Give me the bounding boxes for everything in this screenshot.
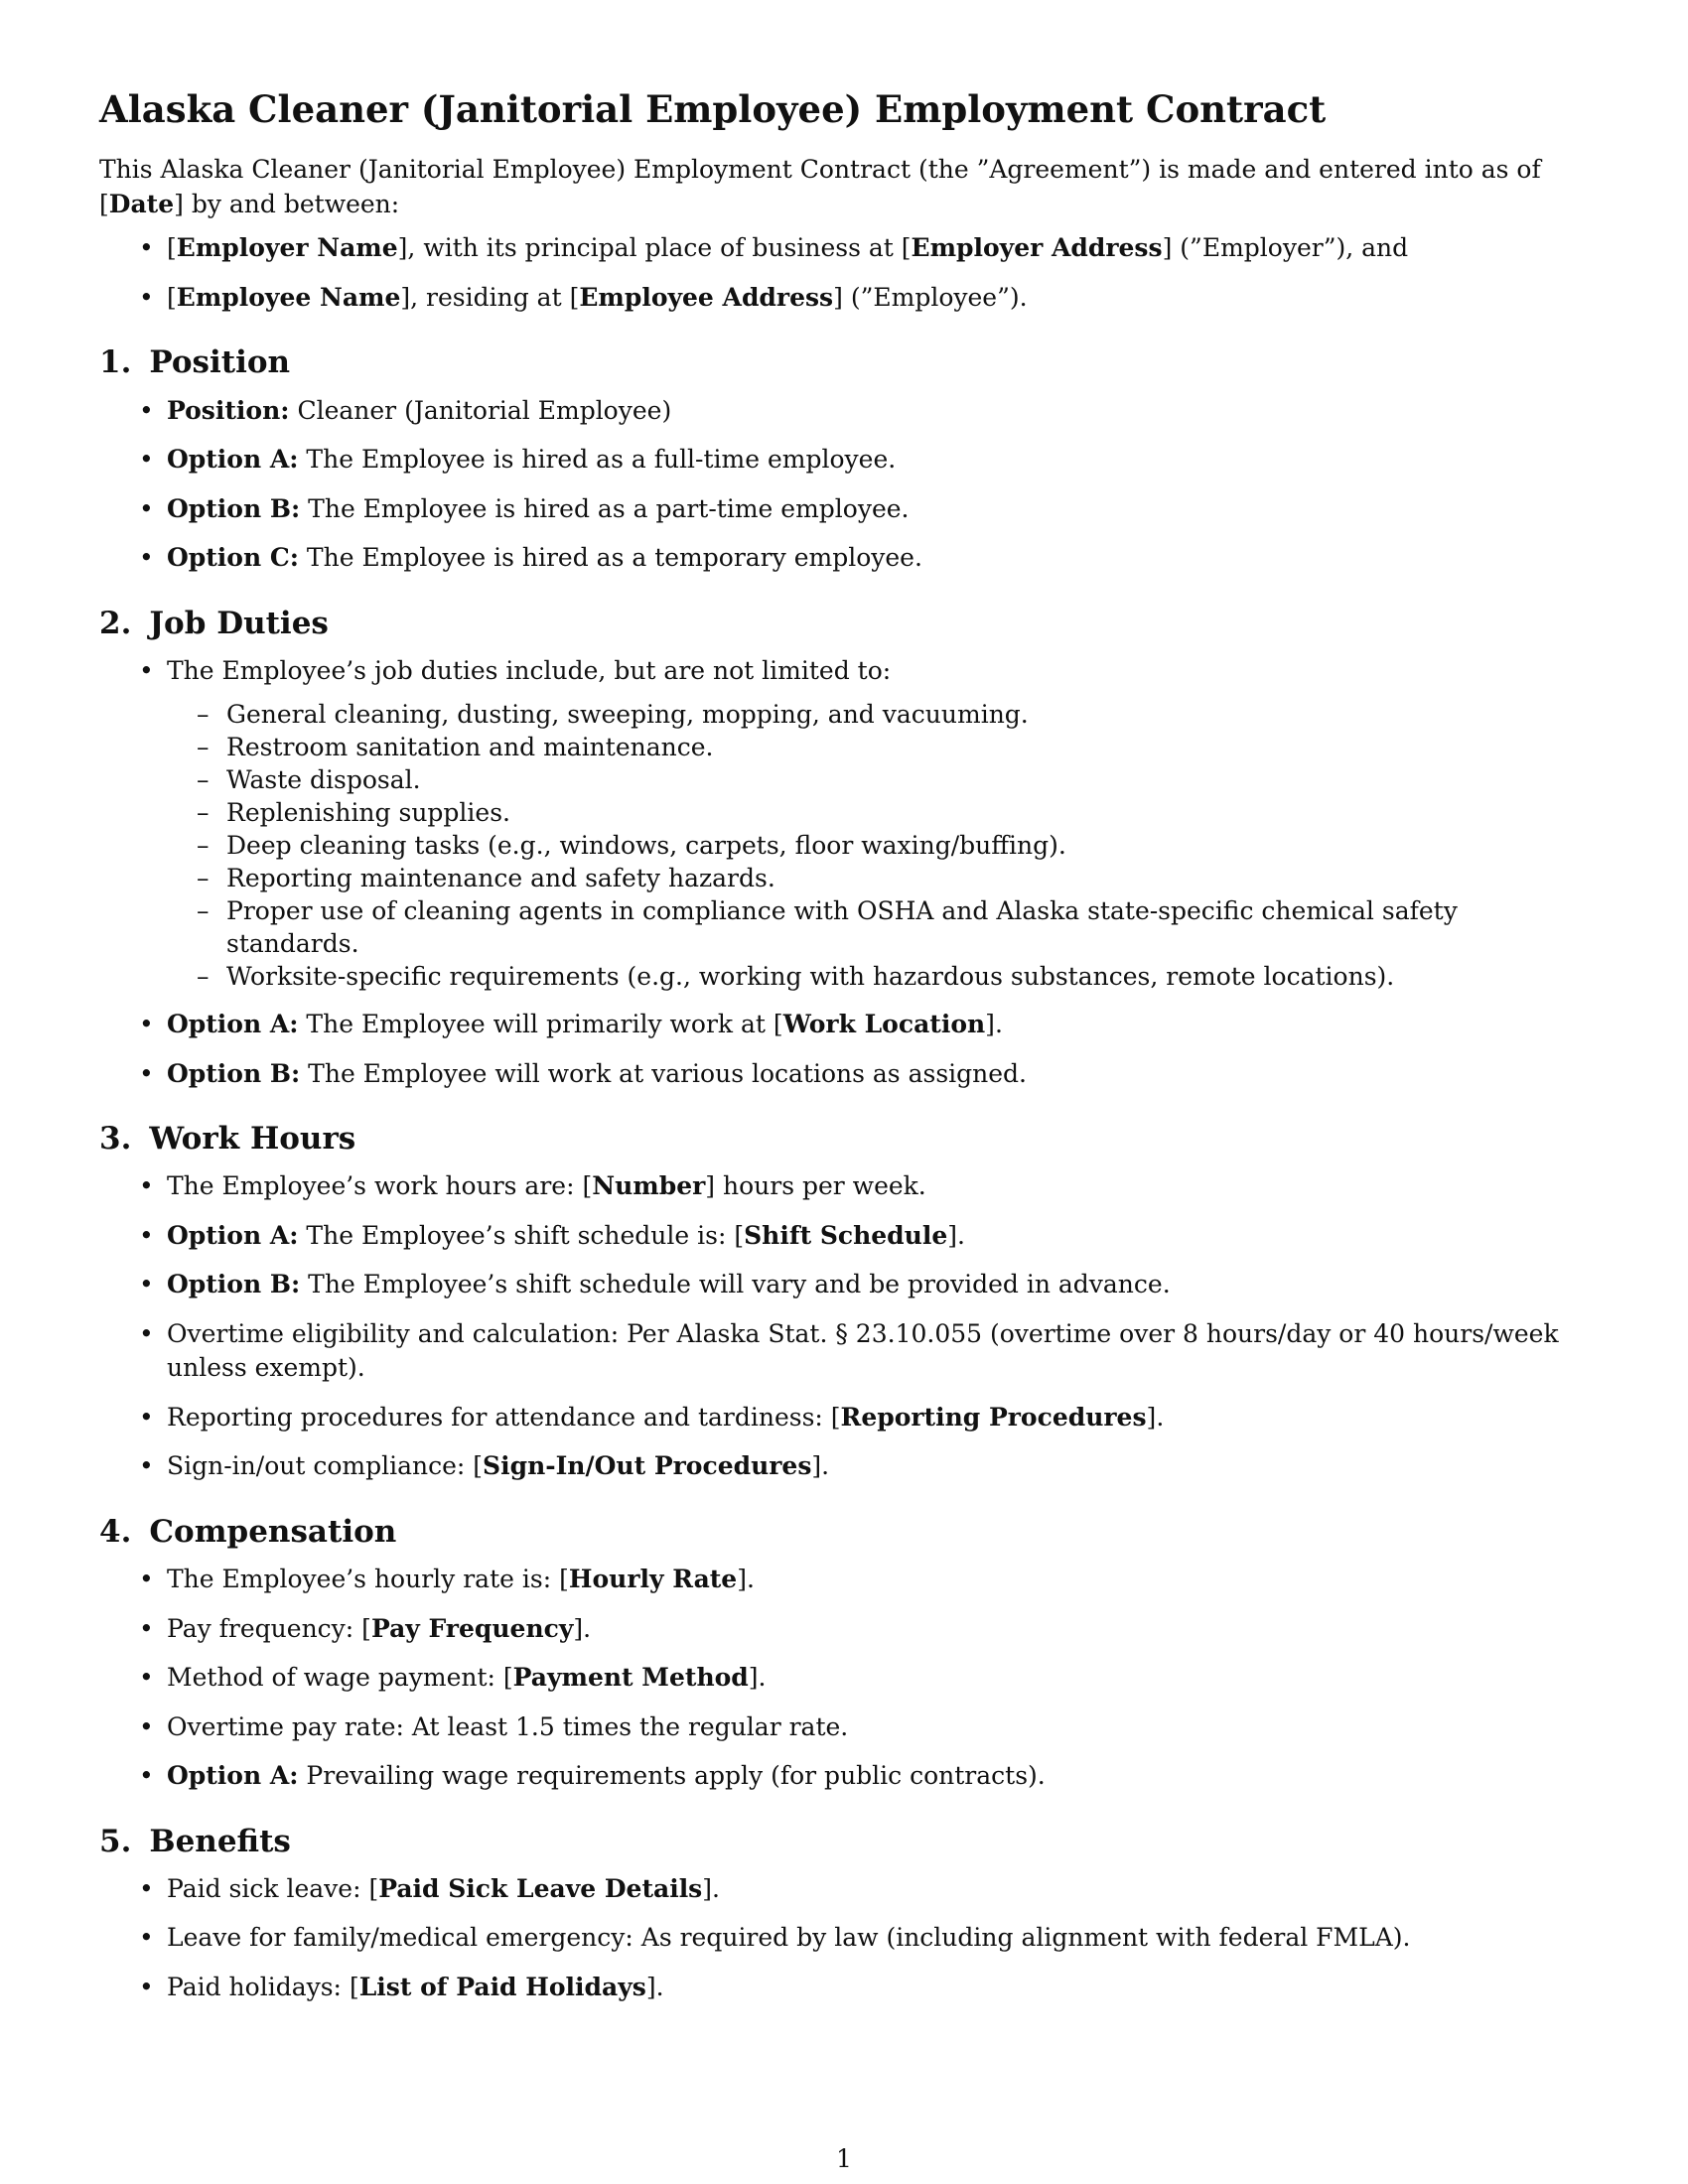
- list-item: • Method of wage payment: [Payment Method].: [99, 1661, 1589, 1696]
- list-item: • Paid sick leave: [Paid Sick Leave Details].: [99, 1872, 1589, 1907]
- item-text: hours per week.: [715, 1171, 926, 1201]
- party-text: (”Employee”).: [842, 282, 1028, 312]
- section-number: 4.: [99, 1513, 132, 1550]
- item-text: The Employee’s work hours are:: [167, 1171, 583, 1201]
- document-title: Alaska Cleaner (Janitorial Employee) Employment Contract: [99, 87, 1327, 131]
- duty-item: – Waste disposal.: [167, 763, 1589, 796]
- employee-name-placeholder: Employee Name: [176, 282, 401, 312]
- item-text: .: [994, 1010, 1003, 1039]
- list-item: • Option A: The Employee will primarily work at [Work Location].: [99, 1008, 1589, 1042]
- duty-item: – Proper use of cleaning agents in compliance with OSHA and Alaska state-specific chemical safety standards.: [167, 894, 1589, 960]
- party-text: , residing at: [410, 282, 570, 312]
- party-text: (”Employer”), and: [1172, 233, 1409, 263]
- item-text: Paid sick leave:: [167, 1873, 369, 1903]
- item-text: The Employee is hired as a full-time employee.: [298, 445, 897, 475]
- hours-placeholder: Number: [592, 1171, 706, 1201]
- hourly-rate-placeholder: Hourly Rate: [568, 1565, 738, 1594]
- item-text: .: [1156, 1402, 1165, 1432]
- list-item: [99, 541, 1589, 576]
- sign-in-out-placeholder: Sign-In/Out Procedures: [483, 1451, 812, 1481]
- duty-item: – Restroom sanitation and maintenance.: [167, 731, 1589, 763]
- section-title: Job Duties: [149, 605, 329, 641]
- item-text: Pay frequency:: [167, 1613, 362, 1643]
- intro-tail: by and between:: [183, 189, 400, 218]
- list-item: [99, 443, 1589, 478]
- section-heading-compensation: [99, 1514, 1589, 1551]
- item-text: .: [655, 1972, 664, 2001]
- item-text: Method of wage payment:: [167, 1663, 503, 1693]
- item-label: Option A:: [167, 1761, 299, 1791]
- item-text: .: [746, 1565, 755, 1594]
- duties-sublist: [167, 698, 1589, 993]
- item-text: .: [712, 1873, 720, 1903]
- sick-leave-placeholder: Paid Sick Leave Details: [378, 1873, 703, 1903]
- reporting-procedures-placeholder: Reporting Procedures: [840, 1402, 1147, 1432]
- duty-item: – Replenishing supplies.: [167, 796, 1589, 829]
- item-text: The Employee’s shift schedule will vary and be provided in advance.: [300, 1270, 1171, 1299]
- section-title: Compensation: [149, 1513, 397, 1550]
- page-number: 1: [836, 2144, 852, 2173]
- item-text: The Employee’s job duties include, but are not limited to:: [167, 655, 892, 685]
- item-label: Option A:: [167, 1220, 299, 1250]
- list-item: • Sign-in/out compliance: [Sign-In/Out Procedures].: [99, 1449, 1589, 1484]
- paid-holidays-placeholder: List of Paid Holidays: [358, 1972, 646, 2001]
- party-employer: • [Employer Name], with its principal place of business at [Employer Address] (”Employer”), and: [99, 231, 1589, 266]
- list-item: • The Employee’s hourly rate is: [Hourly Rate].: [99, 1563, 1589, 1597]
- item-text: The Employee’s shift schedule is:: [298, 1220, 735, 1250]
- work-location-placeholder: Work Location: [782, 1010, 986, 1039]
- section-heading-position: [99, 344, 1589, 381]
- party-text: , with its principal place of business at: [407, 233, 902, 263]
- item-text: .: [957, 1220, 965, 1250]
- list-item: • Option A: The Employee’s shift schedule is: [Shift Schedule].: [99, 1219, 1589, 1254]
- compensation-list: [99, 1563, 1589, 1794]
- item-text: The Employee will work at various locations as assigned.: [300, 1058, 1027, 1088]
- item-label: Option C:: [167, 543, 299, 573]
- benefits-list: [99, 1872, 1589, 2005]
- item-text: Cleaner (Janitorial Employee): [289, 395, 672, 425]
- item-text: Reporting procedures for attendance and tardiness:: [167, 1402, 831, 1432]
- list-item: • Overtime eligibility and calculation: Per Alaska Stat. § 23.10.055 (overtime over 8 hours/day or 40 hours/week unless exempt).: [99, 1317, 1589, 1386]
- party-employee: • [Employee Name], residing at [Employee Address] (”Employee”).: [99, 281, 1589, 316]
- section-heading-work-hours: [99, 1121, 1589, 1158]
- list-item: • Paid holidays: [List of Paid Holidays].: [99, 1971, 1589, 2005]
- section-number: 3.: [99, 1121, 132, 1158]
- list-item: • The Employee’s work hours are: [Number] hours per week.: [99, 1169, 1589, 1204]
- item-label: Option B:: [167, 493, 301, 523]
- section-title: Benefits: [149, 1823, 291, 1859]
- item-text: .: [758, 1663, 767, 1693]
- list-item: • Overtime pay rate: At least 1.5 times the regular rate.: [99, 1710, 1589, 1745]
- item-text: The Employee is hired as a part-time employee.: [300, 493, 910, 523]
- shift-schedule-placeholder: Shift Schedule: [744, 1220, 948, 1250]
- section-title: Position: [149, 344, 291, 381]
- payment-method-placeholder: Payment Method: [512, 1663, 749, 1693]
- intro-paragraph: This Alaska Cleaner (Janitorial Employee) Employment Contract (the ”Agreement”) is made and entered into as of [Date] by and between:: [99, 155, 1541, 218]
- item-label: Position:: [167, 395, 290, 425]
- list-item: [99, 654, 1589, 994]
- employer-address-placeholder: Employer Address: [911, 233, 1163, 263]
- date-placeholder: Date: [108, 189, 175, 218]
- employer-name-placeholder: Employer Name: [176, 233, 398, 263]
- item-text: The Employee’s hourly rate is:: [167, 1565, 560, 1594]
- item-text: Prevailing wage requirements apply (for public contracts).: [298, 1761, 1046, 1791]
- job-duties-list: [99, 654, 1589, 1092]
- position-list: [99, 394, 1589, 576]
- duty-item: – General cleaning, dusting, sweeping, mopping, and vacuuming.: [167, 698, 1589, 731]
- duty-item: – Deep cleaning tasks (e.g., windows, carpets, floor waxing/buffing).: [167, 829, 1589, 862]
- section-number: 1.: [99, 344, 132, 381]
- item-text: Sign-in/out compliance:: [167, 1451, 474, 1481]
- list-item: [99, 1057, 1589, 1092]
- item-text: .: [821, 1451, 830, 1481]
- item-label: Option B:: [167, 1270, 301, 1299]
- item-label: Option B:: [167, 1058, 301, 1088]
- document-page: [99, 87, 1589, 2019]
- item-label: Option A:: [167, 445, 299, 475]
- list-item: • Pay frequency: [Pay Frequency].: [99, 1612, 1589, 1647]
- intro-text: This Alaska Cleaner (Janitorial Employee) Employment Contract (the ”Agreement”) is made and entered into as of: [99, 155, 1541, 185]
- item-text: The Employee will primarily work at: [298, 1010, 774, 1039]
- section-title: Work Hours: [149, 1121, 356, 1158]
- list-item: • Leave for family/medical emergency: As required by law (including alignment with federal FMLA).: [99, 1921, 1589, 1956]
- list-item: [99, 1268, 1589, 1302]
- item-text: Paid holidays:: [167, 1972, 350, 2001]
- duty-item: – Reporting maintenance and safety hazards.: [167, 862, 1589, 894]
- employee-address-placeholder: Employee Address: [579, 282, 834, 312]
- duty-item: – Worksite-specific requirements (e.g., working with hazardous substances, remote locations).: [167, 960, 1589, 993]
- section-number: 2.: [99, 605, 132, 641]
- item-label: Option A:: [167, 1010, 299, 1039]
- parties-list: [99, 231, 1589, 315]
- section-heading-job-duties: [99, 606, 1589, 642]
- item-text: The Employee is hired as a temporary employee.: [298, 543, 922, 573]
- pay-frequency-placeholder: Pay Frequency: [370, 1613, 574, 1643]
- list-item: • Reporting procedures for attendance and tardiness: [Reporting Procedures].: [99, 1401, 1589, 1435]
- section-heading-benefits: [99, 1824, 1589, 1860]
- list-item: [99, 1759, 1589, 1794]
- item-text: .: [583, 1613, 592, 1643]
- section-number: 5.: [99, 1823, 132, 1859]
- list-item: [99, 492, 1589, 527]
- list-item: [99, 394, 1589, 429]
- work-hours-list: [99, 1169, 1589, 1484]
